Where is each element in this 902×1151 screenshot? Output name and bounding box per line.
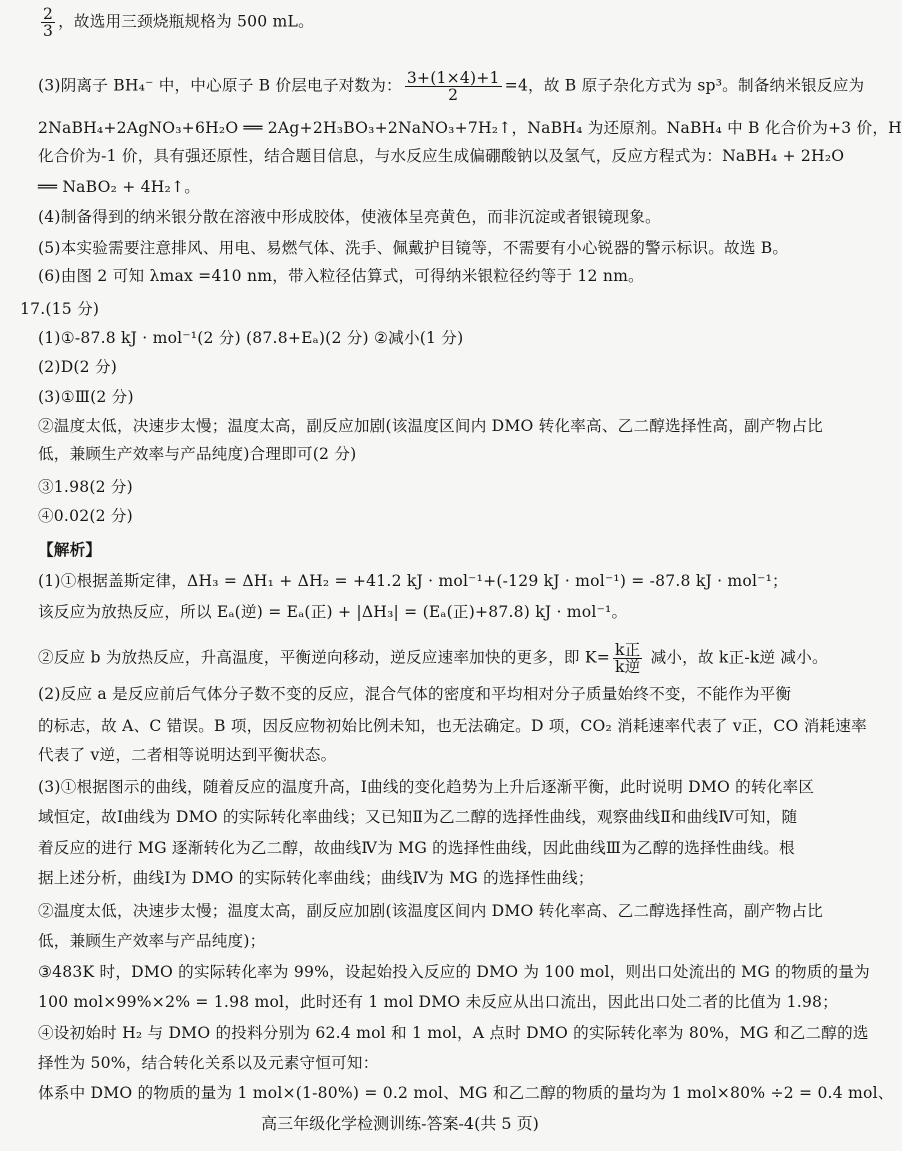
- after: =4，故 B 原子杂化方式为 sp³。制备纳米银反应为: [504, 76, 865, 95]
- text: 化合价为-1 价，具有强还原性，结合题目信息，与水反应生成偏硼酸钠以及氢气，反应方程式为：NaBH₄ + 2H₂O: [38, 147, 845, 165]
- text-line: [38, 837, 795, 859]
- text-line: [38, 6, 786, 39]
- text-line: [38, 265, 786, 287]
- page-footer: 高三年级化学检测训练-答案-4(共 5 页): [261, 1114, 539, 1133]
- text: 17.(15 分): [20, 300, 100, 318]
- text-line: [38, 443, 786, 465]
- text: 体系中 DMO 的物质的量为 1 mol×(1-80%) = 0.2 mol、MG 和乙二醇的物质的量均为 1 mol×80% ÷2 = 0.4 mol、: [38, 1084, 894, 1102]
- text-line: [38, 505, 786, 527]
- text: ④设初始时 H₂ 与 DMO 的投料分别为 62.4 mol 和 1 mol，A 点时 DMO 的实际转化率为 80%，MG 和乙二醇的选: [38, 1024, 869, 1042]
- text: ②温度太低，决速步太慢；温度太高，副反应加剧(该温度区间内 DMO 转化率高、乙二醇选择性高，副产物占比: [38, 417, 823, 435]
- text: ③483K 时，DMO 的实际转化率为 99%，设起始投入反应的 DMO 为 100 mol，则出口处流出的 MG 的物质的量为: [38, 963, 870, 981]
- text-line: [38, 641, 828, 676]
- text-line: [38, 356, 786, 378]
- text: ④0.02(2 分): [38, 507, 133, 525]
- text-line: [38, 1052, 786, 1074]
- text: 域恒定，故Ⅰ曲线为 DMO 的实际转化率曲线；又已知Ⅱ为乙二醇的选择性曲线，观察曲线Ⅱ和曲线Ⅳ可知，随: [38, 808, 798, 826]
- text: 100 mol×99%×2% = 1.98 mol，此时还有 1 mol DMO 未反应从出口流出，因此出口处二者的比值为 1.98；: [38, 993, 838, 1011]
- fraction-denominator: 3: [43, 22, 54, 40]
- text-line: [38, 206, 786, 228]
- before: ②反应 b 为放热反应，升高温度，平衡逆向移动，逆反应速率加快的更多，即 K=: [38, 648, 610, 667]
- fraction: [613, 642, 642, 675]
- text-line: [38, 476, 786, 498]
- text: (1)①-87.8 kJ · mol⁻¹(2 分) (87.8+Eₐ)(2 分) ②减小(1 分): [38, 329, 464, 347]
- text-line: [38, 900, 823, 922]
- text-line: [38, 1022, 869, 1044]
- text-line: [38, 715, 867, 737]
- text-line: [38, 386, 786, 408]
- text: 该反应为放热反应，所以 Eₐ(逆) = Eₐ(正) + |ΔH₃| = (Eₐ(正)+87.8) kJ · mol⁻¹。: [38, 603, 628, 621]
- before: (3)阴离子 BH₄⁻ 中，中心原子 B 价层电子对数为：: [38, 76, 402, 95]
- text-line: [38, 1082, 894, 1104]
- text: (4)制备得到的纳米银分散在溶液中形成胶体，使液体呈亮黄色，而非沉淀或者银镜现象。: [38, 208, 661, 226]
- text: 2NaBH₄+2AgNO₃+6H₂O ══ 2Ag+2H₃BO₃+2NaNO₃+7H₂↑，NaBH₄ 为还原剂。NaBH₄ 中 B 化合价为+3 价，H: [38, 119, 902, 137]
- text-line: [38, 683, 792, 705]
- text: ，故选用三颈烧瓶规格为 500 mL。: [58, 12, 314, 31]
- text: (3)①根据图示的曲线，随着反应的温度升高，Ⅰ曲线的变化趋势为上升后逐渐平衡，此时说明 DMO 的转化率区: [38, 778, 815, 796]
- text: 低，兼顾生产效率与产品纯度)；: [38, 932, 266, 950]
- text-line: [38, 327, 786, 349]
- fraction-numerator: k正: [614, 641, 641, 659]
- text: 着反应的进行 MG 逐渐转化为乙二醇，故曲线Ⅳ为 MG 的选择性曲线，因此曲线Ⅲ为乙醇的选择性曲线。根: [38, 839, 795, 857]
- text-line: [38, 69, 865, 104]
- fraction-denominator: 2: [448, 86, 459, 104]
- text-line: [20, 298, 786, 320]
- text: 低，兼顾生产效率与产品纯度)合理即可(2 分): [38, 445, 357, 463]
- text-line: [38, 867, 786, 889]
- text: (2)反应 a 是反应前后气体分子数不变的反应，混合气体的密度和平均相对分子质量始终不变，不能作为平衡: [38, 685, 792, 703]
- text-line: [38, 176, 786, 198]
- text-line: [38, 961, 870, 983]
- text-line: [38, 415, 823, 437]
- text: (2)D(2 分): [38, 358, 118, 376]
- text: (3)①Ⅲ(2 分): [38, 388, 134, 406]
- text-line: [38, 930, 786, 952]
- text-line: [38, 117, 902, 139]
- text-line: [38, 145, 845, 167]
- text-line: [38, 237, 789, 259]
- after: 减小，故 k正-k逆 减小。: [645, 648, 828, 667]
- text: 代表了 v逆，二者相等说明达到平衡状态。: [38, 746, 337, 764]
- text-line: [38, 570, 786, 592]
- text-line: [38, 539, 786, 561]
- text-line: [38, 744, 786, 766]
- fraction: [41, 6, 55, 39]
- text: 【解析】: [38, 540, 102, 559]
- text: (6)由图 2 可知 λmax =410 nm，带入粒径估算式，可得纳米银粒径约等于 12 nm。: [38, 267, 644, 285]
- text: ③1.98(2 分): [38, 478, 133, 496]
- text: ②温度太低，决速步太慢；温度太高，副反应加剧(该温度区间内 DMO 转化率高、乙二醇选择性高，副产物占比: [38, 902, 823, 920]
- text: (5)本实验需要注意排风、用电、易燃气体、洗手、佩戴护目镜等，不需要有小心锐器的警示标识。故选 B。: [38, 239, 789, 257]
- text-line: [38, 776, 815, 798]
- text: 择性为 50%，结合转化关系以及元素守恒可知：: [38, 1054, 379, 1072]
- text: ══ NaBO₂ + 4H₂↑。: [38, 178, 201, 196]
- text: 的标志，故 A、C 错误。B 项，因反应物初始比例未知，也无法确定。D 项，CO₂ 消耗速率代表了 v正，CO 消耗速率: [38, 717, 867, 735]
- fraction-numerator: 2: [43, 5, 54, 23]
- fraction: [405, 70, 502, 103]
- text: 据上述分析，曲线Ⅰ为 DMO 的实际转化率曲线；曲线Ⅳ为 MG 的选择性曲线；: [38, 869, 594, 887]
- text-line: [38, 601, 786, 623]
- text-line: [38, 991, 838, 1013]
- fraction-numerator: 3+(1×4)+1: [406, 69, 500, 87]
- fraction-denominator: k逆: [614, 658, 641, 676]
- text: (1)①根据盖斯定律，ΔH₃ = ΔH₁ + ΔH₂ = +41.2 kJ · mol⁻¹+(-129 kJ · mol⁻¹) = -87.8 kJ · mol⁻¹；: [38, 572, 788, 590]
- text-line: [38, 806, 798, 828]
